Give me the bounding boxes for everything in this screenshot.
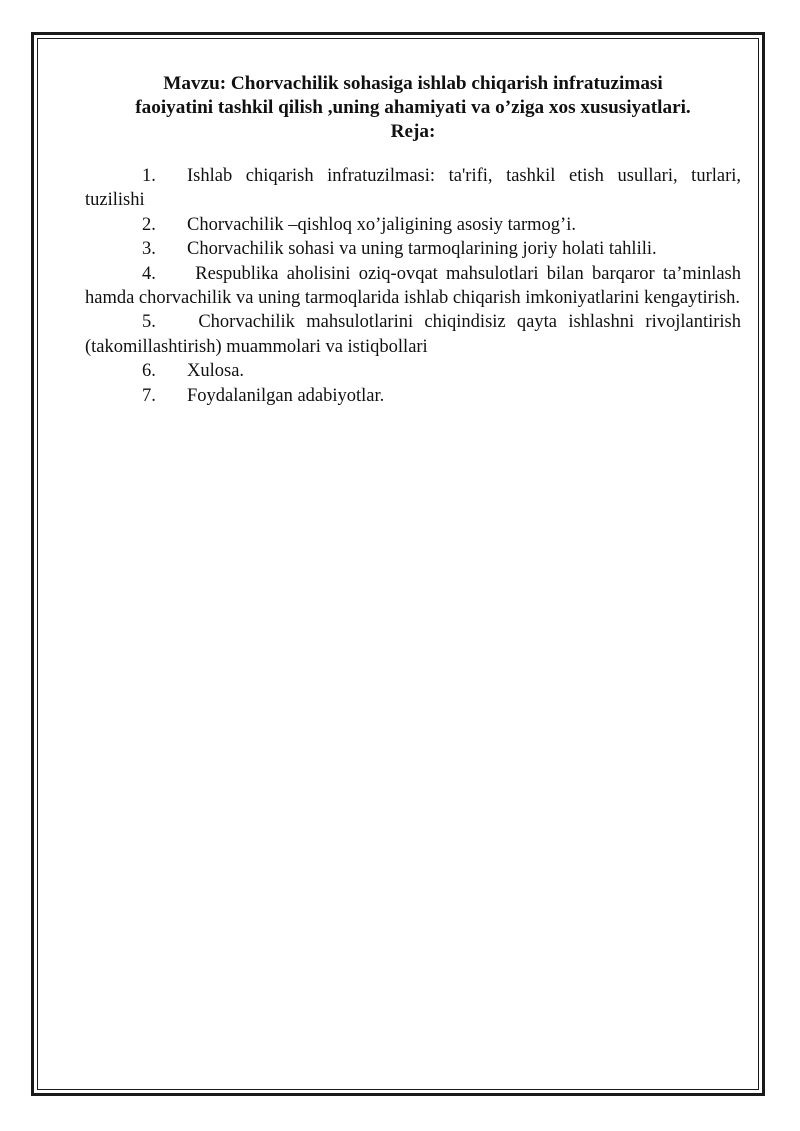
plan-item-number: 7. bbox=[142, 385, 156, 406]
plan-item bbox=[85, 310, 741, 359]
plan-item-number: 1. bbox=[142, 166, 156, 186]
plan-item-text: Ishlab chiqarish infratuzilmasi: ta'rifi, tashkil etish usullari, turlari, tuzilishi bbox=[85, 166, 741, 211]
plan-item-text: Chorvachilik sohasi va uning tarmoqlarining joriy holati tahlili. bbox=[187, 239, 657, 260]
plan-item-text: Chorvachilik –qishloq xo’jaligining asosiy tarmog’i. bbox=[187, 214, 576, 235]
title-line-1: Mavzu: Chorvachilik sohasiga ishlab chiqarish infratuzimasi bbox=[163, 73, 663, 94]
plan-item-number: 6. bbox=[142, 361, 156, 382]
plan-item-text: Foydalanilgan adabiyotlar. bbox=[187, 385, 385, 406]
plan-item-number: 2. bbox=[142, 214, 156, 235]
plan-item-number: 4. bbox=[142, 263, 156, 284]
document-body bbox=[85, 72, 741, 408]
title-line-2: faoiyatini tashkil qilish ,uning ahamiyati va o’ziga xos xususiyatlari. bbox=[135, 97, 691, 118]
plan-item-text: Respublika aholisini oziq-ovqat mahsulotlari bilan barqaror ta’minlash hamda chorvachilik va uning tarmoqlarida ishlab chiqarish imkoniyatlarini kengaytirish. bbox=[85, 263, 741, 309]
document-title bbox=[85, 72, 741, 120]
plan-item bbox=[85, 384, 741, 408]
plan-list bbox=[85, 164, 741, 408]
plan-item bbox=[85, 359, 741, 383]
plan-item bbox=[85, 237, 741, 261]
plan-item bbox=[85, 213, 741, 237]
plan-item bbox=[85, 262, 741, 311]
plan-heading: Reja: bbox=[390, 121, 436, 142]
plan-item-text: Chorvachilik mahsulotlarini chiqindisiz qayta ishlashni rivojlantirish (takomillashtirish) muammolari va istiqbollari bbox=[85, 312, 741, 357]
plan-item-text: Xulosa. bbox=[187, 361, 245, 382]
plan-item-number: 3. bbox=[142, 239, 156, 260]
plan-item-number: 5. bbox=[142, 312, 156, 333]
plan-item bbox=[85, 164, 741, 213]
